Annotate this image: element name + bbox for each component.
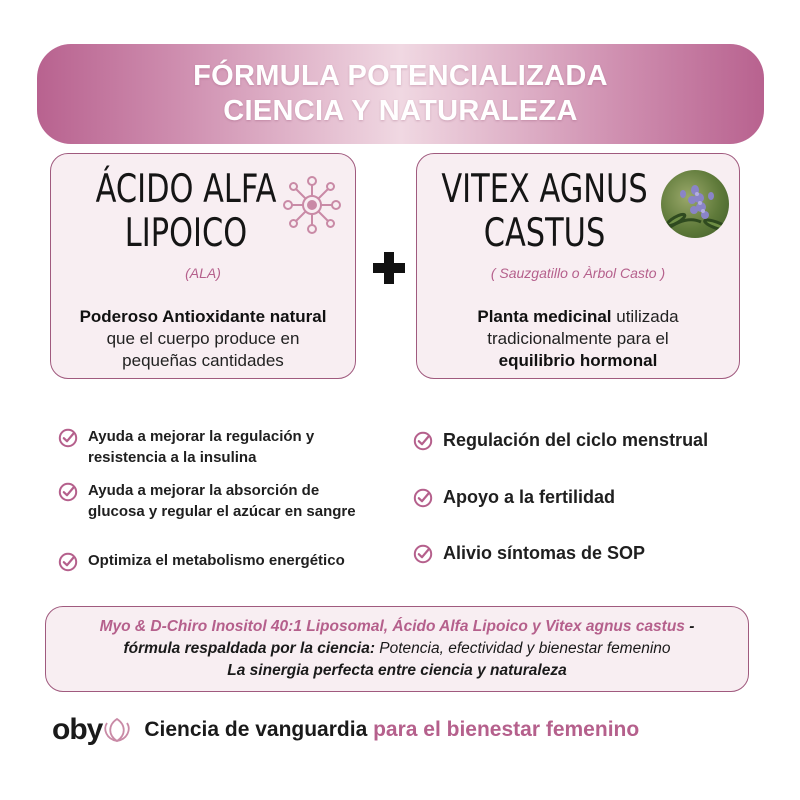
- footer: [52, 708, 752, 752]
- summary-formula-names: Myo & D-Chiro Inositol 40:1 Liposomal, Ácido Alfa Lipoico y Vitex agnus castus: [99, 618, 685, 635]
- ala-title-line1: ÁCIDO ALFA: [95, 167, 277, 212]
- benefit-text: Optimiza el metabolismo energético: [88, 552, 345, 569]
- ala-title-line2: LIPOICO: [124, 211, 248, 256]
- ala-desc-bold: Poderoso Antioxidante natural: [79, 307, 327, 326]
- benefit-item-metabolism: [58, 550, 378, 572]
- benefit-item-glucose: [58, 480, 378, 522]
- ala-desc-line3: pequeñas cantidades: [122, 351, 284, 370]
- benefit-item-fertility: [413, 485, 753, 509]
- vitex-desc-bold3: equilibrio hormonal: [498, 351, 658, 370]
- benefit-item-cycle: [413, 428, 753, 452]
- vitex-desc-line2: tradicionalmente para el: [487, 329, 669, 348]
- vitex-card-title: [437, 168, 652, 256]
- benefit-text: Alivio síntomas de SOP: [443, 543, 646, 563]
- benefit-text: Regulación del ciclo menstrual: [443, 430, 709, 450]
- summary-benefits: Potencia, efectividad y bienestar femenino: [374, 640, 671, 657]
- molecule-icon: [281, 174, 343, 236]
- summary-synergy: La sinergia perfecta entre ciencia y naturaleza: [227, 662, 567, 679]
- vitex-description: [417, 306, 739, 372]
- tagline-pink: para el bienestar femenino: [373, 718, 640, 741]
- vitex-plant-image: [661, 170, 729, 238]
- brand-logo: [52, 713, 132, 747]
- benefit-text: Ayuda a mejorar la absorción de glucosa y regular el azúcar en sangre: [88, 482, 356, 520]
- tagline-dark: Ciencia de vanguardia: [144, 718, 374, 741]
- check-circle-icon: [58, 552, 78, 572]
- header-banner: [37, 44, 764, 144]
- check-circle-icon: [58, 482, 78, 502]
- footer-tagline: [144, 718, 639, 742]
- plus-icon: [372, 251, 406, 285]
- check-circle-icon: [413, 488, 433, 508]
- vitex-desc-rest1: utilizada: [611, 307, 679, 326]
- brand-logo-text: oby: [52, 713, 103, 746]
- ala-card: [50, 153, 356, 379]
- check-circle-icon: [58, 428, 78, 448]
- flower-logo-icon: [102, 715, 132, 745]
- ala-description: [51, 306, 355, 372]
- benefit-item-sop: [413, 541, 753, 565]
- summary-dash: -: [684, 618, 695, 635]
- benefit-text: Ayuda a mejorar la regulación y resistencia a la insulina: [88, 428, 315, 466]
- summary-backed-label: fórmula respaldada por la ciencia:: [123, 640, 375, 657]
- vitex-desc-bold1: Planta medicinal: [477, 307, 612, 326]
- summary-box: [45, 606, 749, 692]
- benefit-item-insulin: [58, 426, 378, 468]
- ala-card-title: [81, 168, 292, 256]
- vitex-subtitle: ( Sauzgatillo o Àrbol Casto ): [490, 265, 666, 281]
- benefit-text: Apoyo a la fertilidad: [443, 487, 616, 507]
- ala-desc-line2: que el cuerpo produce en: [106, 329, 300, 348]
- check-circle-icon: [413, 431, 433, 451]
- vitex-card: [416, 153, 740, 379]
- vitex-title-line2: CASTUS: [483, 211, 606, 256]
- banner-title-line2: CIENCIA Y NATURALEZA: [223, 95, 578, 127]
- ala-subtitle: (ALA): [185, 265, 221, 281]
- banner-title-line1: FÓRMULA POTENCIALIZADA: [193, 60, 608, 92]
- vitex-title-line1: VITEX AGNUS: [441, 167, 648, 212]
- check-circle-icon: [413, 544, 433, 564]
